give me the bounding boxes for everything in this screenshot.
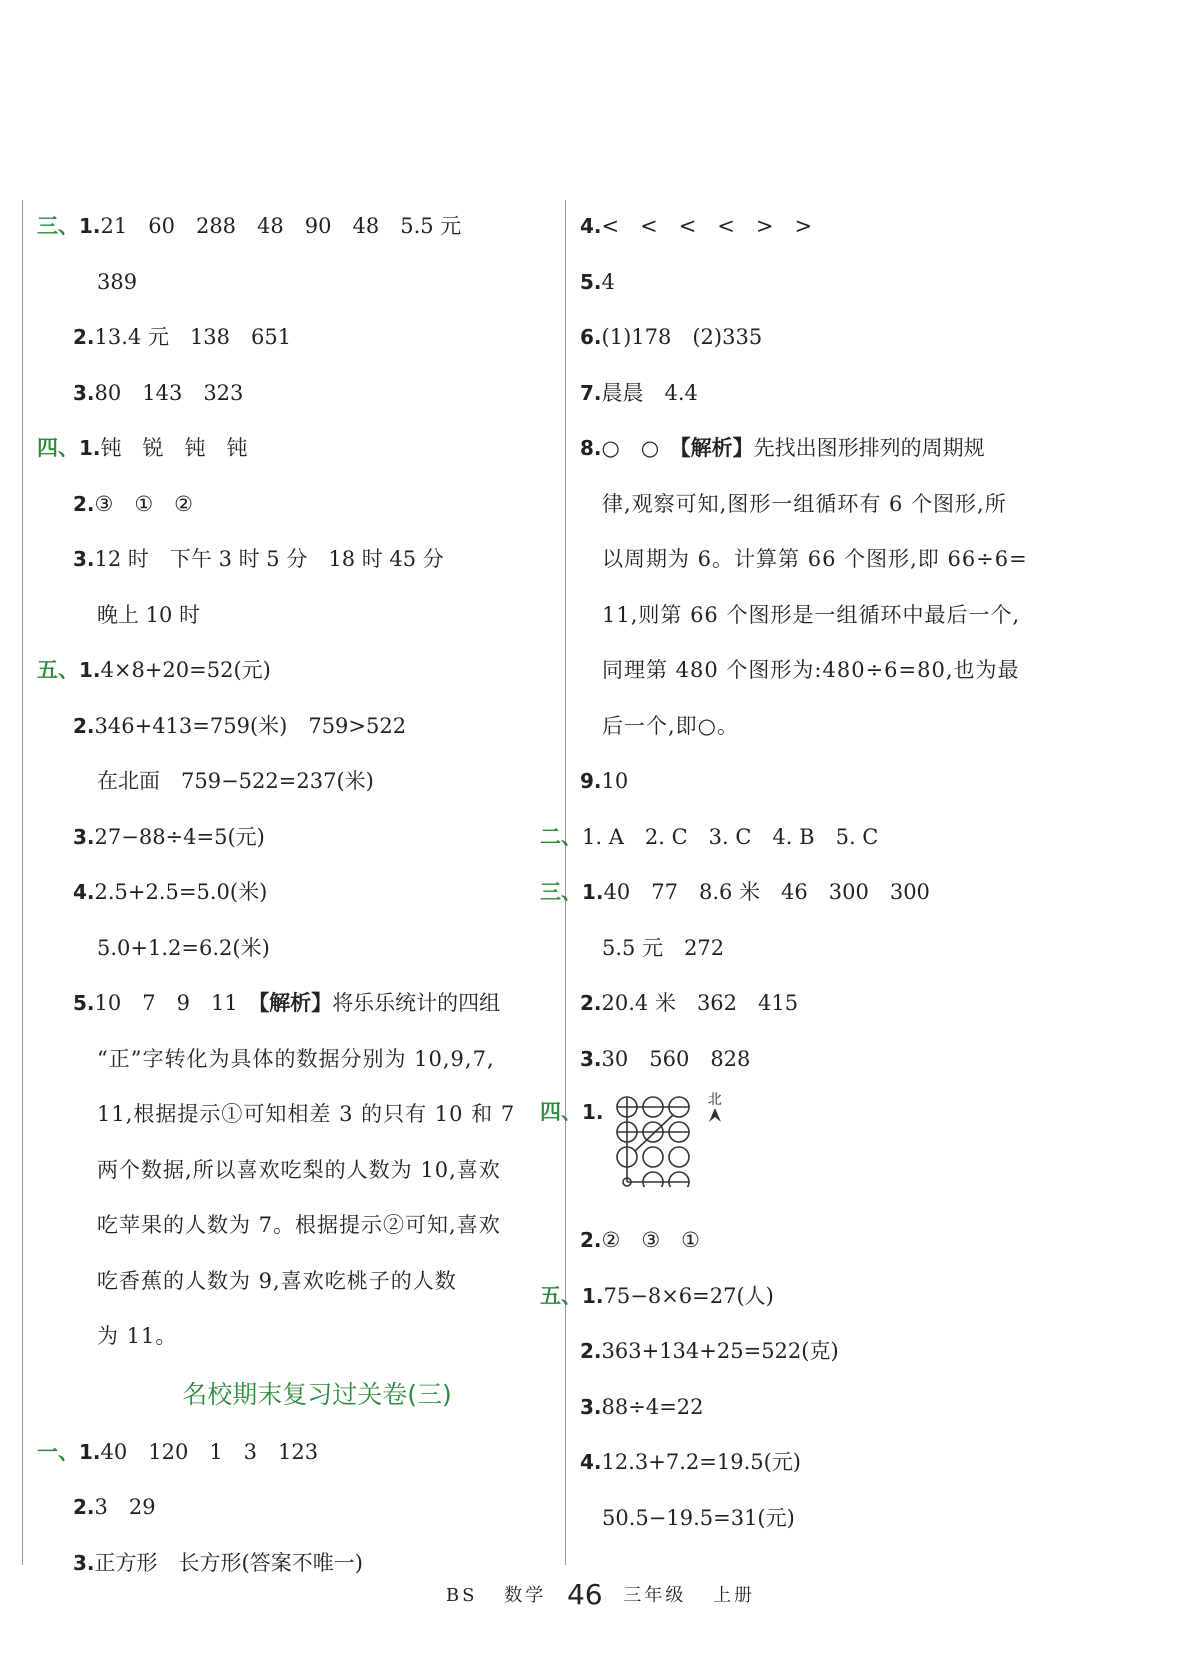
north-arrow-icon — [708, 1107, 722, 1123]
explanation-line: 11,根据提示①可知相差 3 的只有 10 和 7 — [97, 1102, 516, 1126]
answer-line: 3.正方形 长方形(答案不唯一) — [73, 1550, 363, 1575]
answer-line: 一、1.40 120 1 3 123 — [37, 1439, 319, 1464]
footer-volume: 上册 — [713, 1585, 756, 1606]
explanation-line: 吃苹果的人数为 7。根据提示②可知,喜欢 — [97, 1213, 501, 1237]
answer-line: 5.5 元 272 — [602, 935, 725, 960]
answer-line: 9.10 — [580, 769, 629, 793]
answer-line: 五、1.75−8×6=27(人) — [540, 1283, 774, 1308]
answer-line: 389 — [97, 269, 138, 294]
explanation-line: 两个数据,所以喜欢吃梨的人数为 10,喜欢 — [97, 1157, 501, 1182]
page-number: 46 — [566, 1578, 603, 1611]
answer-line: 3.30 560 828 — [580, 1046, 751, 1071]
footer-series: BS — [445, 1585, 478, 1606]
answer-line: 4.< < < < > > — [580, 214, 813, 238]
left-column — [37, 199, 557, 1591]
answer-block: 四、1. 北 — [540, 1087, 1120, 1213]
answer-line: 5.10 7 9 11 【解析】将乐乐统计的四组 — [73, 991, 501, 1015]
answer-line: 4.12.3+7.2=19.5(元) — [580, 1450, 802, 1474]
answer-line: 2.363+134+25=522(克) — [580, 1339, 839, 1363]
answer-line: 3.12 时 下午 3 时 5 分 18 时 45 分 — [73, 547, 444, 571]
answer-line: 晚上 10 时 — [97, 602, 201, 627]
explanation-line: “正”字转化为具体的数据分别为 10,9,7, — [97, 1046, 495, 1071]
answer-line: 5.0+1.2=6.2(米) — [97, 935, 270, 960]
footer-grade: 三年级 — [623, 1585, 687, 1606]
answer-line: 4.2.5+2.5=5.0(米) — [73, 880, 268, 904]
answer-line: 6.(1)178 (2)335 — [580, 325, 763, 349]
explanation-line: 吃香蕉的人数为 9,喜欢吃桃子的人数 — [97, 1268, 457, 1293]
answer-line: 8.○ ○ 【解析】先找出图形排列的周期规 — [580, 436, 985, 460]
answer-line: 7.晨晨 4.4 — [580, 380, 698, 405]
north-label: 北 — [707, 1092, 722, 1108]
answer-line: 2.346+413=759(米) 759>522 — [73, 713, 407, 738]
explanation-line: 为 11。 — [97, 1324, 178, 1348]
answer-line: 3.80 143 323 — [73, 380, 244, 405]
answer-line: 2.3 29 — [73, 1495, 156, 1519]
answer-line: 50.5−19.5=31(元) — [602, 1505, 795, 1530]
explanation-line: 后一个,即○。 — [602, 713, 739, 738]
answer-line: 三、1.21 60 288 48 90 48 5.5 元 — [37, 214, 462, 238]
answer-line: 2.13.4 元 138 651 — [73, 325, 292, 349]
answer-line: 2.20.4 米 362 415 — [580, 991, 799, 1015]
explanation-line: 11,则第 66 个图形是一组循环中最后一个, — [602, 602, 1021, 627]
left-margin-rule — [22, 200, 23, 1565]
page-footer — [0, 1578, 1201, 1611]
circle-grid-diagram — [615, 1095, 699, 1187]
answer-line: 二、1. A 2. C 3. C 4. B 5. C — [540, 824, 879, 849]
north-indicator — [708, 1093, 722, 1126]
explanation-line: 同理第 480 个图形为:480÷6=80,也为最 — [602, 658, 1020, 682]
right-column — [540, 199, 1120, 1546]
answer-line: 2.② ③ ① — [580, 1228, 700, 1252]
answer-line: 五、1.4×8+20=52(元) — [37, 658, 271, 682]
answer-line: 5.4 — [580, 269, 615, 294]
explanation-line: 律,观察可知,图形一组循环有 6 个图形,所 — [602, 491, 1007, 516]
answer-line: 四、1.钝 锐 钝 钝 — [37, 436, 248, 460]
footer-subject: 数学 — [504, 1585, 547, 1606]
explanation-line: 以周期为 6。计算第 66 个图形,即 66÷6= — [602, 547, 1028, 571]
paper-title: 名校期末复习过关卷(三) — [182, 1379, 452, 1409]
answer-line: 三、1.40 77 8.6 米 46 300 300 — [540, 880, 930, 904]
answer-line: 3.27−88÷4=5(元) — [73, 824, 265, 849]
answer-line: 2.③ ① ② — [73, 491, 193, 516]
answer-line: 在北面 759−522=237(米) — [97, 769, 374, 793]
answer-line: 3.88÷4=22 — [580, 1394, 704, 1419]
